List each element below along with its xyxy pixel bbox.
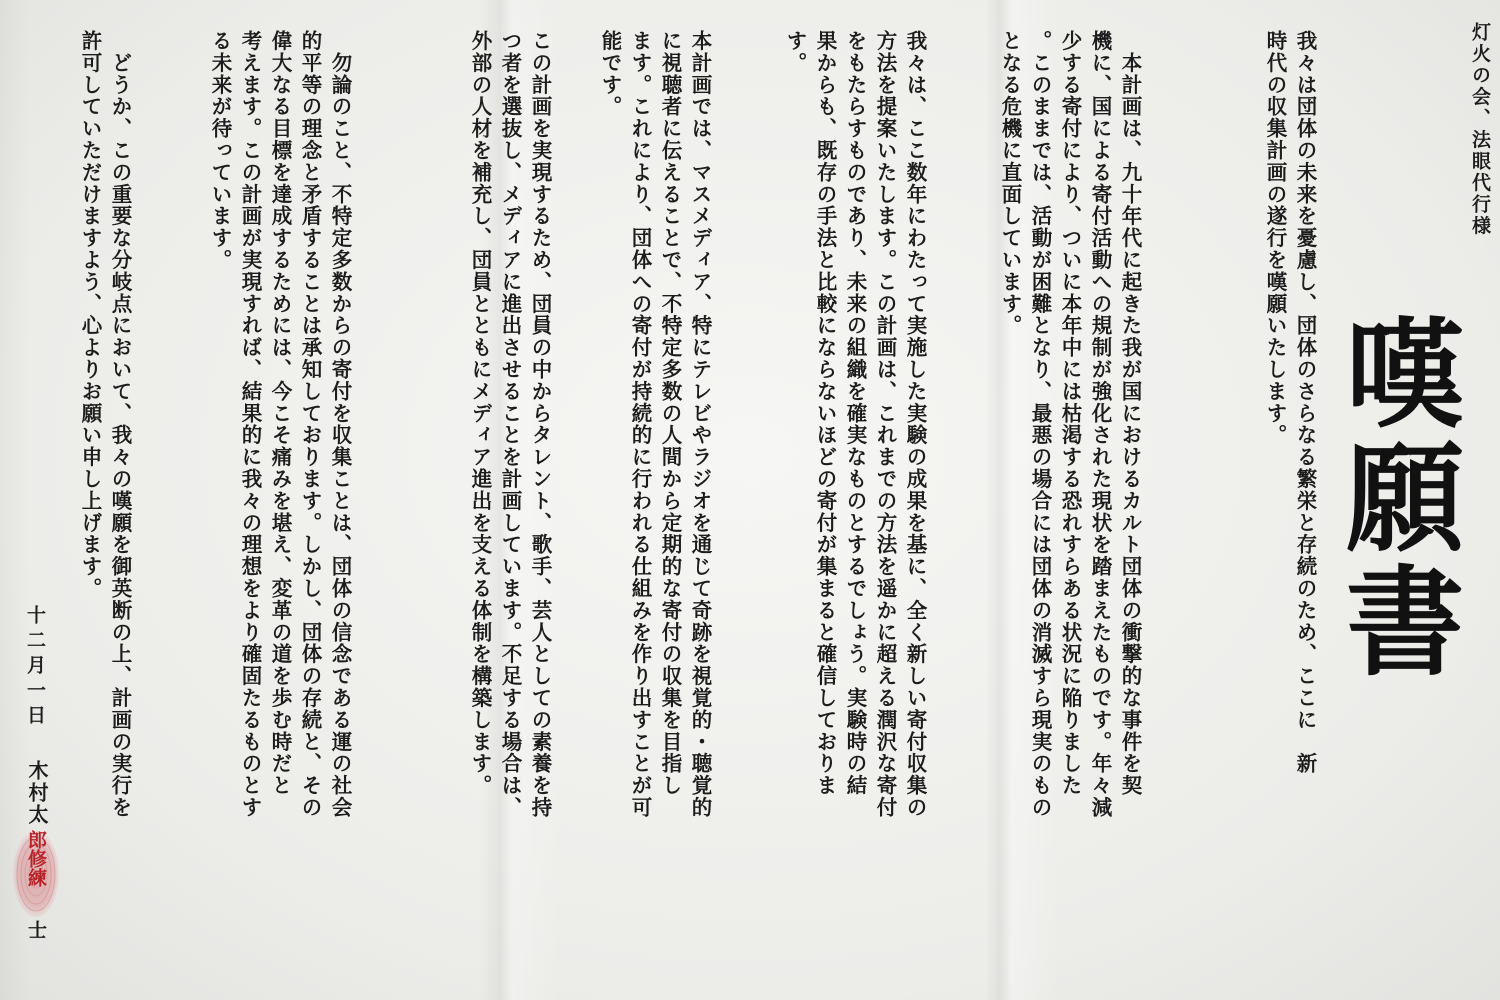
seal-text: 郎修練	[25, 830, 47, 887]
seal-stamp	[10, 828, 62, 920]
paragraph-5: 勿論のこと、不特定多数からの寄付を収集ことは、団体の信念である運の社会 的平等の理念と矛盾することは承知しております。しかし、団体の存続と、その 偉大なる目標を達成するためには、今こそ痛みを堪え、変革の道を歩む時だと 考えます。この計画が実現すれば、結果的に我々の理想をより確固たるものとす る未来が待っています。	[208, 30, 352, 819]
date: 十二月一日	[24, 605, 46, 730]
paragraph-6: どうか、この重要な分岐点において、我々の嘆願を御英断の上、計画の実行を 許可していただけますよう、心よりお願い申し上げます。	[78, 30, 132, 819]
paragraph-4: この計画を実現するため、団員の中からタレント、歌手、芸人としての素養を持 つ者を選抜し、メディアに進出させることを計画しています。不足する場合は、 外部の人材を補充し、団員とともにメディア進出を支える体制を構築します。	[468, 30, 552, 819]
paragraph-3: 本計画では、マスメディア、特にテレビやラジオを通じて奇跡を視覚的・聴覚的 に視聴者に伝えることで、不特定多数の人間から定期的な寄付の収集を目指し ます。これにより、団体への寄付が持続的に行われる仕組みを作り出すことが可 能です。	[598, 30, 712, 819]
signature-tail: 士	[25, 920, 47, 939]
signature-name: 木村太	[25, 760, 49, 826]
document-title: 嘆願書	[1326, 312, 1465, 684]
intro-paragraph: 我々は団体の未来を憂慮し、団体のさらなる繁栄と存続のため、ここに 新 時代の収集計画の遂行を嘆願いたします。	[1263, 30, 1317, 775]
paragraph-1: 本計画は、九十年代に起きた我が国におけるカルト団体の衝撃的な事件を契 機に、国による寄付活動への規制が強化された現状を踏まえたものです。年々減 少する寄付により、ついに本年中には枯渇する恐れすらある状況に陥りました 。このままでは、活動が困難となり、最悪の場合には団体の消滅すら現実のもの となる危機に直面しています。	[998, 30, 1142, 819]
signature-block	[10, 760, 62, 939]
paragraph-2: 我々は、ここ数年にわたって実施した実験の成果を基に、全く新しい寄付収集の 方法を提案いたします。この計画は、これまでの方法を遥かに超える潤沢な寄付 をもたらすものであり、未来の組織を確実なものとするでしょう。実験時の結 果からも、既存の手法と比較にならないほどの寄付が集まると確信しておりま す。	[783, 30, 927, 819]
addressee: 灯火の会、法眼代行様	[1469, 22, 1491, 237]
